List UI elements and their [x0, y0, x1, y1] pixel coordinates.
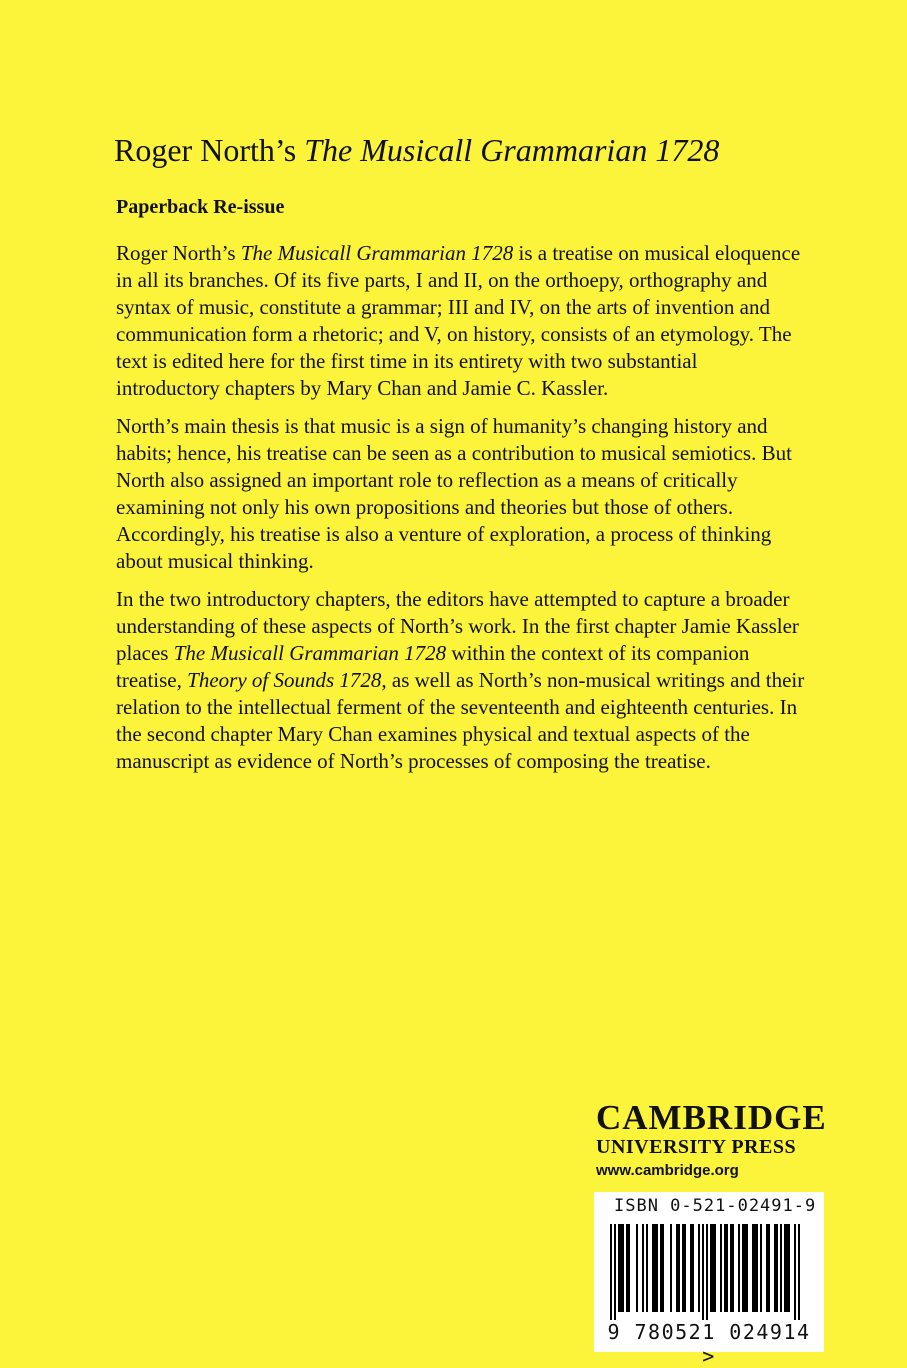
barcode-bar [654, 1224, 656, 1312]
barcode [594, 1192, 824, 1368]
barcode-bar [744, 1224, 746, 1312]
barcode-bar [702, 1224, 704, 1320]
title-work: The Musicall Grammarian 1728 [304, 132, 720, 168]
barcode-bar [692, 1224, 694, 1312]
barcode-bar [784, 1224, 786, 1312]
barcode-bar [774, 1224, 776, 1312]
barcode-bar [676, 1224, 678, 1312]
barcode-bar [712, 1224, 714, 1312]
book-title [114, 130, 834, 170]
barcode-bar [642, 1224, 644, 1312]
barcode-bar [776, 1224, 778, 1312]
barcode-bar [670, 1224, 672, 1312]
barcode-bar [794, 1224, 796, 1320]
barcode-bars [600, 1224, 818, 1320]
barcode-bar [754, 1224, 756, 1312]
barcode-bar [684, 1224, 686, 1312]
barcode-bar [706, 1224, 708, 1320]
barcode-bar [646, 1224, 648, 1312]
publisher-logo [596, 1100, 828, 1179]
publisher-url: www.cambridge.org [596, 1162, 739, 1179]
publisher-name: CAMBRIDGE [596, 1098, 827, 1137]
barcode-bar [786, 1224, 788, 1312]
blurb-paragraph-1: Roger North’s The Musicall Grammarian 1728 is a treatise on musical eloquence in all its branches. Of its five parts, I and II, on the orthoepy, orthography and syntax of music, constitute a grammar; III and IV, on the arts of invention and communication form a rhetoric; and V, on history, consists of an etymology. The text is edited here for the first time in its entirety with two substantial introductory chapters by Mary Chan and Jamie C. Kassler. [116, 241, 801, 400]
barcode-bar [636, 1224, 638, 1312]
barcode-bar [752, 1224, 754, 1312]
ean-number: 9 780521 024914 > [607, 1320, 811, 1368]
edition-label: Paperback Re-issue [116, 196, 285, 218]
barcode-bar [768, 1224, 770, 1312]
barcode-bar [724, 1224, 726, 1312]
barcode-bar [738, 1224, 740, 1312]
blurb-paragraph-3: In the two introductory chapters, the editors have attempted to capture a broader understanding of these aspects of North’s work. In the first chapter Jamie Kassler places The Musicall Grammarian 1728 within the context of its companion treatise, Theory of Sounds 1728, as well as North’s non-musical writings and their relation to the intellectual ferment of the seventeenth and eighteenth centuries. In the second chapter Mary Chan examines physical and textual aspects of the manuscript as evidence of North’s processes of composing the treatise. [116, 587, 805, 773]
barcode-bar [714, 1224, 716, 1312]
publisher-subname: UNIVERSITY PRESS [596, 1136, 797, 1158]
barcode-bar [766, 1224, 768, 1312]
barcode-bar [620, 1224, 622, 1312]
barcode-bar [710, 1224, 712, 1312]
barcode-bar [678, 1224, 680, 1312]
barcode-bar [626, 1224, 628, 1312]
barcode-bar [788, 1224, 790, 1312]
barcode-bar [618, 1224, 620, 1312]
barcode-bar [756, 1224, 758, 1312]
barcode-bar [622, 1224, 624, 1312]
barcode-bar [660, 1224, 662, 1312]
barcode-bar [652, 1224, 654, 1312]
barcode-bar [746, 1224, 748, 1312]
barcode-bar [798, 1224, 800, 1320]
barcode-bar [742, 1224, 744, 1312]
title-author: Roger North’s [114, 132, 305, 168]
barcode-bar [610, 1224, 612, 1320]
barcode-bar [690, 1224, 692, 1312]
barcode-bar [730, 1224, 732, 1312]
barcode-bar [656, 1224, 658, 1312]
isbn-text: ISBN 0-521-02491-9 [614, 1196, 817, 1216]
barcode-bar [760, 1224, 762, 1312]
barcode-bar [732, 1224, 734, 1312]
barcode-bar [628, 1224, 630, 1312]
barcode-bar [726, 1224, 728, 1312]
barcode-bar [780, 1224, 782, 1312]
barcode-bar [614, 1224, 616, 1320]
barcode-bar [698, 1224, 700, 1312]
blurb-paragraph-2: North’s main thesis is that music is a sign of humanity’s changing history and habits; hence, his treatise can be seen as a contribution to musical semiotics. But North also assigned an important role to reflection as a means of critically examining not only his own propositions and theories but those of others. Accordingly, his treatise is also a venture of exploration, a process of thinking about musical thinking. [116, 414, 792, 573]
blurb [116, 240, 806, 786]
barcode-bar [662, 1224, 664, 1312]
barcode-bar [720, 1224, 722, 1312]
barcode-bar [682, 1224, 684, 1312]
